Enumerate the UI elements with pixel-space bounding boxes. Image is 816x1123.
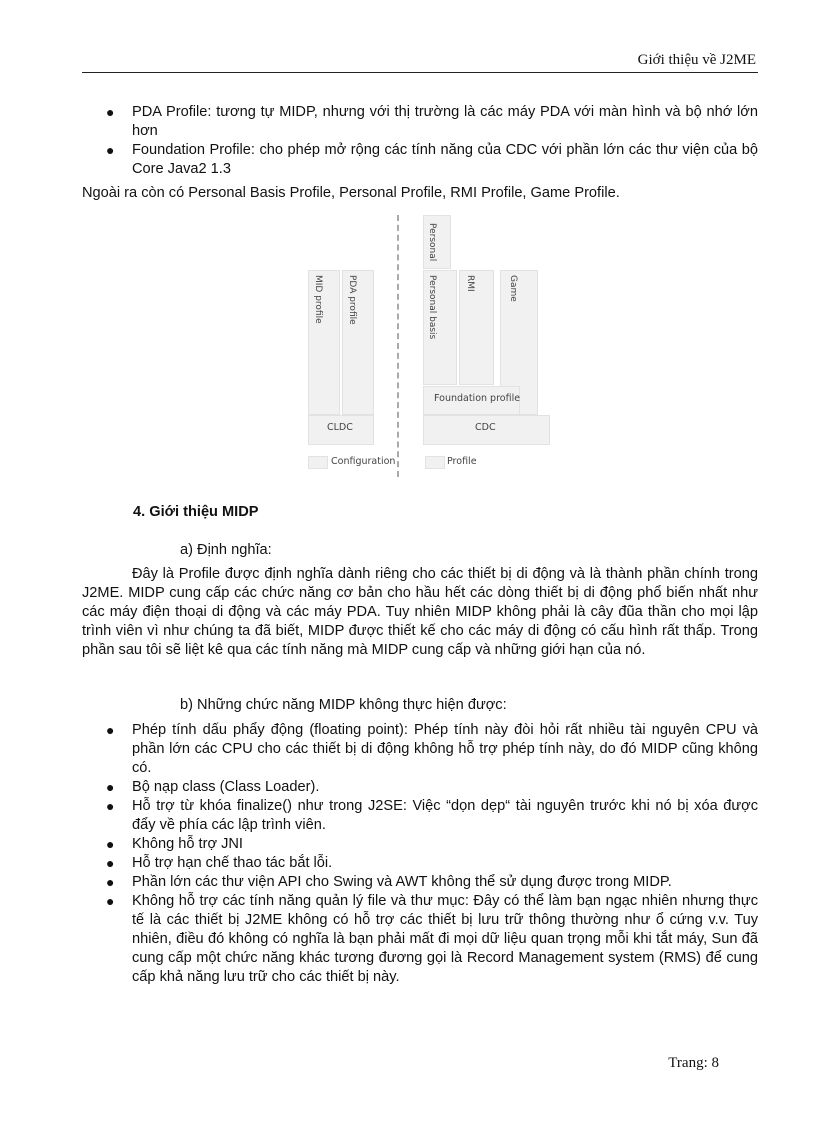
limitations-list <box>82 721 758 987</box>
bullet-icon: ● <box>106 142 115 158</box>
profile-legend-label: Profile <box>447 456 477 467</box>
subheading-a: a) Định nghĩa: <box>180 542 272 558</box>
list-item: ● Foundation Profile: cho phép mở rộng các tính năng của CDC với phần lớn các thư viện của bộ Core Java2 1.3 <box>106 142 758 177</box>
bullet-icon: ● <box>106 836 115 852</box>
bullet-icon: ● <box>106 722 115 738</box>
list-item: ● Phép tính dấu phẩy động (floating point): Phép tính này đòi hỏi rất nhiều tài nguyên CPU và phần lớn các CPU cho các thiết bị di động không hỗ trợ phép tính này, do đó MIDP cũng không có. <box>106 722 758 776</box>
configuration-legend-swatch <box>308 456 328 469</box>
rmi-label: RMI <box>465 275 475 292</box>
bullet-icon: ● <box>106 104 115 120</box>
bullet-icon: ● <box>106 874 115 890</box>
configuration-legend-label: Configuration <box>331 456 396 467</box>
page-header <box>82 50 758 73</box>
page-number: Trang: 8 <box>668 1055 719 1071</box>
cdc-label: CDC <box>475 422 496 433</box>
list-item: ● Phần lớn các thư viện API cho Swing và AWT không thể sử dụng được trong MIDP. <box>106 874 672 890</box>
list-item: ● Hỗ trợ từ khóa finalize() như trong J2SE: Việc “dọn dẹp“ tài nguyên trước khi nó bị xóa được đẩy về phía các lập trình viên. <box>106 798 758 833</box>
game-label: Game <box>508 275 518 302</box>
midp-definition-paragraph: Đây là Profile được định nghĩa dành riêng cho các thiết bị di động và là thành phần chính trong J2ME. MIDP cung cấp các chức năng cơ bản cho hầu hết các dòng thiết bị di động phổ biến nhất như các máy điện thoại di động và các máy PDA. Tuy nhiên MIDP không phải là cây đũa thần cho mọi lập trình viên vì như chúng ta đã biết, MIDP được thiết kế cho các máy di động có cấu hình rất thấp. Trong phần sau tôi sẽ liệt kê qua các tính năng mà MIDP cung cấp và những giới hạn của nó. <box>82 566 758 658</box>
foundation-profile-label: Foundation profile <box>434 393 521 404</box>
subheading-b: b) Những chức năng MIDP không thực hiện được: <box>180 697 507 713</box>
other-profiles-line: Ngoài ra còn có Personal Basis Profile, Personal Profile, RMI Profile, Game Profile. <box>82 185 620 201</box>
personal-label: Personal <box>427 223 437 262</box>
profile-legend-swatch <box>425 456 445 469</box>
list-item: ● PDA Profile: tương tự MIDP, nhưng với thị trường là các máy PDA với màn hình và bộ nhớ lớn hơn <box>106 104 758 139</box>
bullet-icon: ● <box>106 798 115 814</box>
midp-profile-label: MID profile <box>313 275 323 324</box>
cldc-label: CLDC <box>327 422 353 433</box>
profile-diagram <box>305 215 550 480</box>
header-title: Giới thiệu về J2ME <box>637 52 756 68</box>
personal-basis-label: Personal basis <box>427 275 437 340</box>
top-bullet-list <box>82 103 758 179</box>
list-item: ● Bộ nạp class (Class Loader). <box>106 779 320 795</box>
list-item: ● Không hỗ trợ JNI <box>106 836 243 852</box>
pda-profile-label: PDA profile <box>347 275 357 325</box>
list-item: ● Không hỗ trợ các tính năng quản lý file và thư mục: Đây có thể làm bạn ngạc nhiên nhưng thực tế là các thiết bị J2ME không có hỗ trợ các thiết bị lưu trữ thông thường như ổ cứng v.v. Tuy nhiên, điều đó không có nghĩa là bạn phải mất đi mọi dữ liệu quan trọng mỗi khi tắt máy, Sun đã cung cấp một chức năng khác tương đương gọi là Record Management system (RMS) để cung cấp khả năng lưu trữ cho các thiết bị này. <box>106 893 758 985</box>
bullet-icon: ● <box>106 855 115 871</box>
bullet-icon: ● <box>106 779 115 795</box>
section-heading: 4. Giới thiệu MIDP <box>133 504 259 520</box>
divider-line <box>397 215 399 477</box>
bullet-icon: ● <box>106 893 115 909</box>
list-item: ● Hỗ trợ hạn chế thao tác bắt lỗi. <box>106 855 333 871</box>
